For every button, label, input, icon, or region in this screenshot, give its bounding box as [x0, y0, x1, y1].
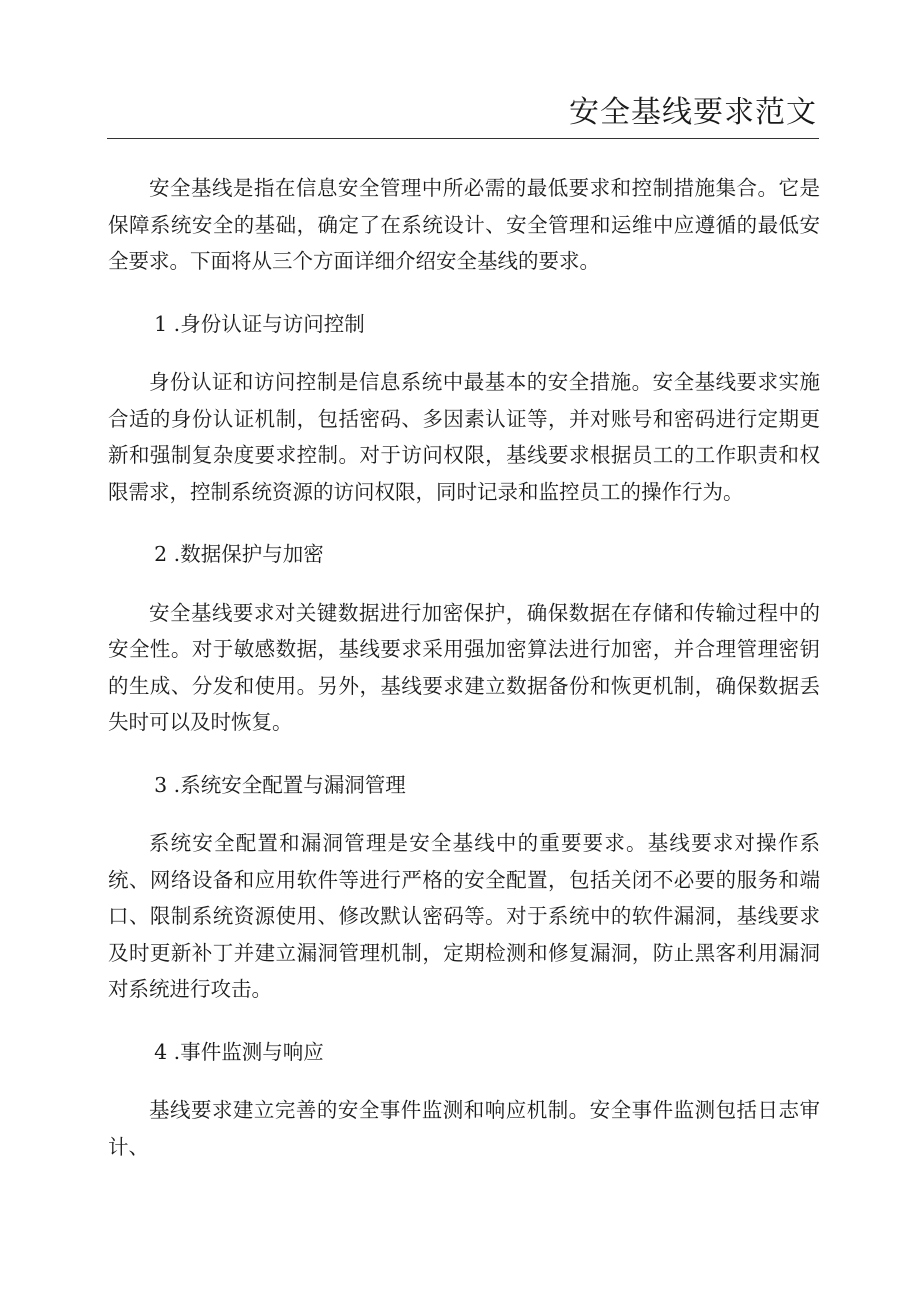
spacer [108, 280, 820, 306]
spacer [108, 741, 820, 767]
intro-paragraph: 安全基线是指在信息安全管理中所必需的最低要求和控制措施集合。它是保障系统安全的基础，确定了在系统设计、安全管理和运维中应遵循的最低安全要求。下面将从三个方面详细介绍安全基线的要求。 [108, 176, 820, 273]
spacer [108, 1070, 820, 1092]
document-body [108, 170, 820, 1165]
spacer [108, 803, 820, 825]
section-1-heading: 1 .身份认证与访问控制 [154, 311, 365, 336]
section-4-heading: 4 .事件监测与响应 [154, 1039, 324, 1064]
title-underline [107, 138, 819, 139]
spacer [108, 510, 820, 536]
section-1-body: 身份认证和访问控制是信息系统中最基本的安全措施。安全基线要求实施合适的身份认证机制，包括密码、多因素认证等，并对账号和密码进行定期更新和强制复杂度要求控制。对于访问权限，基线要求根据员工的工作职责和权限需求，控制系统资源的访问权限，同时记录和监控员工的操作行为。 [108, 370, 820, 504]
spacer [108, 1008, 820, 1034]
spacer [108, 573, 820, 595]
section-3-body: 系统安全配置和漏洞管理是安全基线中的重要要求。基线要求对操作系统、网络设备和应用软件等进行严格的安全配置，包括关闭不必要的服务和端口、限制系统资源使用、修改默认密码等。对于系统中的软件漏洞，基线要求及时更新补丁并建立漏洞管理机制，定期检测和修复漏洞，防止黑客利用漏洞对系统进行攻击。 [108, 831, 820, 1001]
document-title: 安全基线要求范文 [569, 95, 817, 130]
section-2-heading: 2 .数据保护与加密 [154, 542, 324, 566]
section-4-body: 基线要求建立完善的安全事件监测和响应机制。安全事件监测包括日志审计、 [108, 1098, 820, 1159]
section-3-heading: 3 .系统安全配置与漏洞管理 [154, 772, 406, 797]
section-2-body: 安全基线要求对关键数据进行加密保护，确保数据在存储和传输过程中的安全性。对于敏感数据，基线要求采用强加密算法进行加密，并合理管理密钥的生成、分发和使用。另外，基线要求建立数据备份和恢更机制，确保数据丢失时可以及时恢复。 [108, 600, 820, 734]
spacer [108, 342, 820, 364]
